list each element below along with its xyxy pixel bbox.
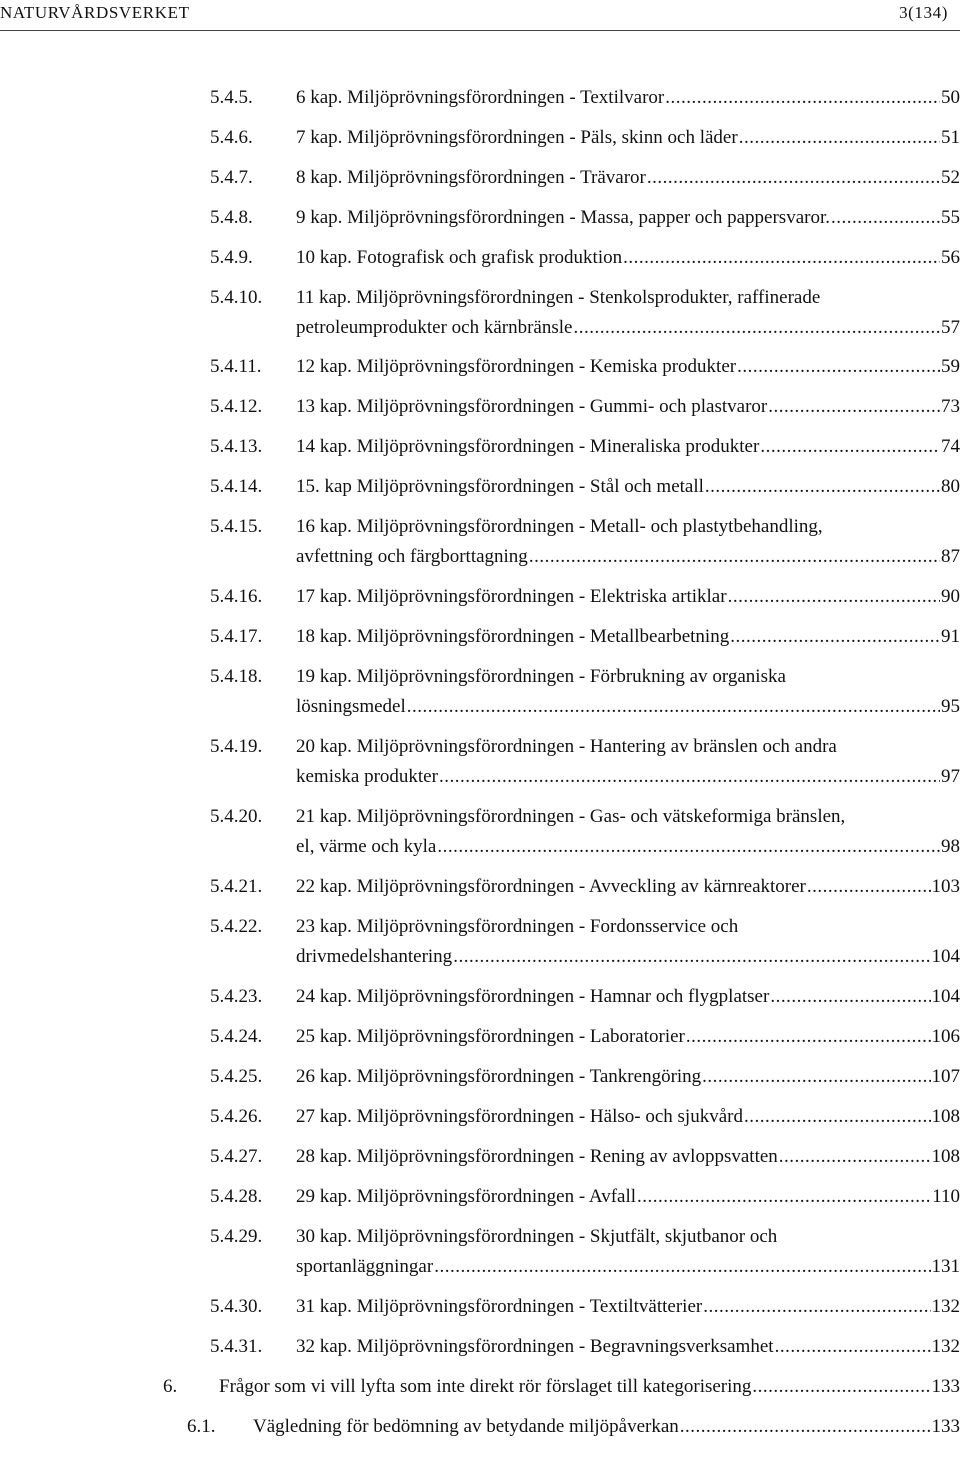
toc-entry-title: Frågor som vi vill lyfta som inte direkt rör förslaget till kategorisering xyxy=(219,1376,752,1397)
toc-entry-number: 5.4.7. xyxy=(210,167,253,188)
toc-entry-page: 98 xyxy=(941,836,960,857)
toc-entry-title: 23 kap. Miljöprövningsförordningen - Fordonsservice och xyxy=(296,916,739,937)
toc-dot-leader xyxy=(760,432,940,461)
toc-entry-title: 17 kap. Miljöprövningsförordningen - Elektriska artiklar xyxy=(296,586,727,607)
toc-entry-title: 9 kap. Miljöprövningsförordningen - Massa, papper och pappersvaror. xyxy=(296,207,830,228)
toc-dot-leader xyxy=(752,1372,930,1401)
toc-entry-page: 56 xyxy=(941,247,960,268)
toc-entry-title: 22 kap. Miljöprövningsförordningen - Avveckling av kärnreaktorer xyxy=(296,876,806,897)
toc-entry-page: 104 xyxy=(931,986,960,1007)
toc-entry-page: 133 xyxy=(931,1376,960,1397)
toc-dot-leader xyxy=(705,472,940,501)
toc-entry-title: kemiska produkter xyxy=(296,766,438,787)
toc-dot-leader xyxy=(434,1252,930,1281)
toc-dot-leader xyxy=(680,1412,931,1441)
toc-dot-leader xyxy=(730,622,940,651)
toc-entry-title: 6 kap. Miljöprövningsförordningen - Textilvaror xyxy=(296,87,665,108)
toc-entry-title: drivmedelshantering xyxy=(296,946,453,967)
toc-entry-page: 55 xyxy=(941,207,960,228)
toc-entry-number: 5.4.28. xyxy=(210,1186,263,1207)
toc-entry-page: 57 xyxy=(941,317,960,338)
toc-entry-title: 20 kap. Miljöprövningsförordningen - Hantering av bränslen och andra xyxy=(296,736,837,757)
toc-dot-leader xyxy=(831,203,940,232)
toc-entry-title: el, värme och kyla xyxy=(296,836,437,857)
toc-entry-title: 26 kap. Miljöprövningsförordningen - Tankrengöring xyxy=(296,1066,702,1087)
toc-entry-title: 19 kap. Miljöprövningsförordningen - Förbrukning av organiska xyxy=(296,666,786,687)
toc-entry-title: avfettning och färgborttagning xyxy=(296,546,528,567)
toc-entry-title: 11 kap. Miljöprövningsförordningen - Stenkolsprodukter, raffinerade xyxy=(296,287,821,308)
toc-entry-title: 13 kap. Miljöprövningsförordningen - Gummi- och plastvaror xyxy=(296,396,768,417)
toc-entry-title: 14 kap. Miljöprövningsförordningen - Mineraliska produkter xyxy=(296,436,760,457)
toc-entry-number: 5.4.9. xyxy=(210,247,253,268)
toc-entry-number: 5.4.17. xyxy=(210,626,263,647)
toc-entry-title: lösningsmedel xyxy=(296,696,406,717)
toc-dot-leader xyxy=(637,1182,931,1211)
toc-entry-page: 132 xyxy=(931,1336,960,1357)
toc-entry-page: 59 xyxy=(941,356,960,377)
toc-entry-page: 80 xyxy=(941,476,960,497)
toc-entry-number: 5.4.13. xyxy=(210,436,263,457)
header-page-indicator: 3(134) xyxy=(899,3,948,22)
toc-entry-page: 107 xyxy=(931,1066,960,1087)
toc-entry-number: 5.4.14. xyxy=(210,476,263,497)
toc-entry-title: 7 kap. Miljöprövningsförordningen - Päls, skinn och läder xyxy=(296,127,738,148)
toc-entry-title: 30 kap. Miljöprövningsförordningen - Skjutfält, skjutbanor och xyxy=(296,1226,778,1247)
toc-entry-number: 5.4.16. xyxy=(210,586,263,607)
toc-dot-leader xyxy=(453,942,930,971)
toc-entry-page: 91 xyxy=(941,626,960,647)
toc-entry-number: 5.4.21. xyxy=(210,876,263,897)
toc-dot-leader xyxy=(703,1292,930,1321)
toc-entry-number: 5.4.20. xyxy=(210,806,263,827)
toc-entry-page: 104 xyxy=(931,946,960,967)
toc-entry-page: 90 xyxy=(941,586,960,607)
toc-entry-title: sportanläggningar xyxy=(296,1256,434,1277)
toc-entry-title: 12 kap. Miljöprövningsförordningen - Kemiska produkter xyxy=(296,356,737,377)
toc-dot-leader xyxy=(665,83,940,112)
toc-entry-number: 5.4.22. xyxy=(210,916,263,937)
toc-dot-leader xyxy=(768,392,940,421)
toc-entry-title: 29 kap. Miljöprövningsförordningen - Avfall xyxy=(296,1186,637,1207)
toc-entry-page: 87 xyxy=(941,546,960,567)
toc-entry-title: 21 kap. Miljöprövningsförordningen - Gas- och vätskeformiga bränslen, xyxy=(296,806,846,827)
toc-dot-leader xyxy=(573,313,940,342)
toc-entry-number: 5.4.19. xyxy=(210,736,263,757)
toc-entry-page: 52 xyxy=(941,167,960,188)
toc-entry-number: 5.4.15. xyxy=(210,516,263,537)
toc-entry-page: 103 xyxy=(931,876,960,897)
toc-dot-leader xyxy=(702,1062,930,1091)
toc-entry-page: 95 xyxy=(941,696,960,717)
toc-entry-number: 5.4.24. xyxy=(210,1026,263,1047)
toc-entry-title: 25 kap. Miljöprövningsförordningen - Laboratorier xyxy=(296,1026,685,1047)
toc-entry-page: 97 xyxy=(941,766,960,787)
toc-entry-title: 10 kap. Fotografisk och grafisk produktion xyxy=(296,247,623,268)
toc-entry-number: 5.4.30. xyxy=(210,1296,263,1317)
toc-dot-leader xyxy=(529,542,940,571)
toc-entry-number: 5.4.8. xyxy=(210,207,253,228)
toc-entry-number: 5.4.25. xyxy=(210,1066,263,1087)
toc-entry-page: 50 xyxy=(941,87,960,108)
toc-entry-number: 5.4.18. xyxy=(210,666,263,687)
header-rule xyxy=(0,30,960,31)
toc-dot-leader xyxy=(807,872,931,901)
toc-entry-page: 131 xyxy=(931,1256,960,1277)
toc-entry-number: 6.1. xyxy=(187,1416,216,1437)
toc-entry-number: 6. xyxy=(163,1376,178,1397)
toc-dot-leader xyxy=(770,982,930,1011)
toc-entry-page: 108 xyxy=(931,1146,960,1167)
toc-entry-number: 5.4.26. xyxy=(210,1106,263,1127)
toc-dot-leader xyxy=(439,762,940,791)
toc-entry-number: 5.4.5. xyxy=(210,87,253,108)
toc-dot-leader xyxy=(686,1022,931,1051)
toc-entry-page: 133 xyxy=(931,1416,960,1437)
toc-dot-leader xyxy=(775,1332,931,1361)
toc-dot-leader xyxy=(744,1102,931,1131)
toc-entry-number: 5.4.29. xyxy=(210,1226,263,1247)
toc-entry-title: 8 kap. Miljöprövningsförordningen - Trävaror xyxy=(296,167,646,188)
toc-dot-leader xyxy=(779,1142,931,1171)
toc-entry-title: 28 kap. Miljöprövningsförordningen - Rening av avloppsvatten xyxy=(296,1146,778,1167)
toc-entry-number: 5.4.12. xyxy=(210,396,263,417)
toc-dot-leader xyxy=(437,832,940,861)
toc-dot-leader xyxy=(647,163,940,192)
toc-dot-leader xyxy=(623,243,940,272)
toc-entry-title: 16 kap. Miljöprövningsförordningen - Metall- och plastytbehandling, xyxy=(296,516,823,537)
toc-entry-number: 5.4.27. xyxy=(210,1146,263,1167)
toc-entry-title: 24 kap. Miljöprövningsförordningen - Hamnar och flygplatser xyxy=(296,986,770,1007)
toc-dot-leader xyxy=(407,692,940,721)
toc-entry-title: 18 kap. Miljöprövningsförordningen - Metallbearbetning xyxy=(296,626,730,647)
toc-entry-page: 132 xyxy=(931,1296,960,1317)
toc-entry-title: 31 kap. Miljöprövningsförordningen - Textiltvätterier xyxy=(296,1296,703,1317)
page-header xyxy=(0,0,960,30)
toc-entry-page: 73 xyxy=(941,396,960,417)
toc-entry-page: 106 xyxy=(931,1026,960,1047)
toc-dot-leader xyxy=(739,123,940,152)
toc-dot-leader xyxy=(737,352,940,381)
toc-entry-title: 15. kap Miljöprövningsförordningen - Stål och metall xyxy=(296,476,704,497)
header-organization: NATURVÅRDSVERKET xyxy=(0,3,190,22)
toc-entry-number: 5.4.6. xyxy=(210,127,253,148)
toc-dot-leader xyxy=(728,582,940,611)
toc-entry-title: Vägledning för bedömning av betydande miljöpåverkan xyxy=(253,1416,679,1437)
toc-entry-title: 27 kap. Miljöprövningsförordningen - Hälso- och sjukvård xyxy=(296,1106,743,1127)
toc-entry-number: 5.4.31. xyxy=(210,1336,263,1357)
toc-entry-page: 74 xyxy=(941,436,960,457)
toc-entry-title: petroleumprodukter och kärnbränsle xyxy=(296,317,573,338)
toc-entry-page: 51 xyxy=(941,127,960,148)
toc-entry-number: 5.4.10. xyxy=(210,287,263,308)
toc-entry-number: 5.4.23. xyxy=(210,986,263,1007)
toc-entry-title: 32 kap. Miljöprövningsförordningen - Begravningsverksamhet xyxy=(296,1336,774,1357)
toc-entry-page: 108 xyxy=(931,1106,960,1127)
toc-entry-page: 110 xyxy=(932,1186,960,1207)
toc-entry-number: 5.4.11. xyxy=(210,356,262,377)
